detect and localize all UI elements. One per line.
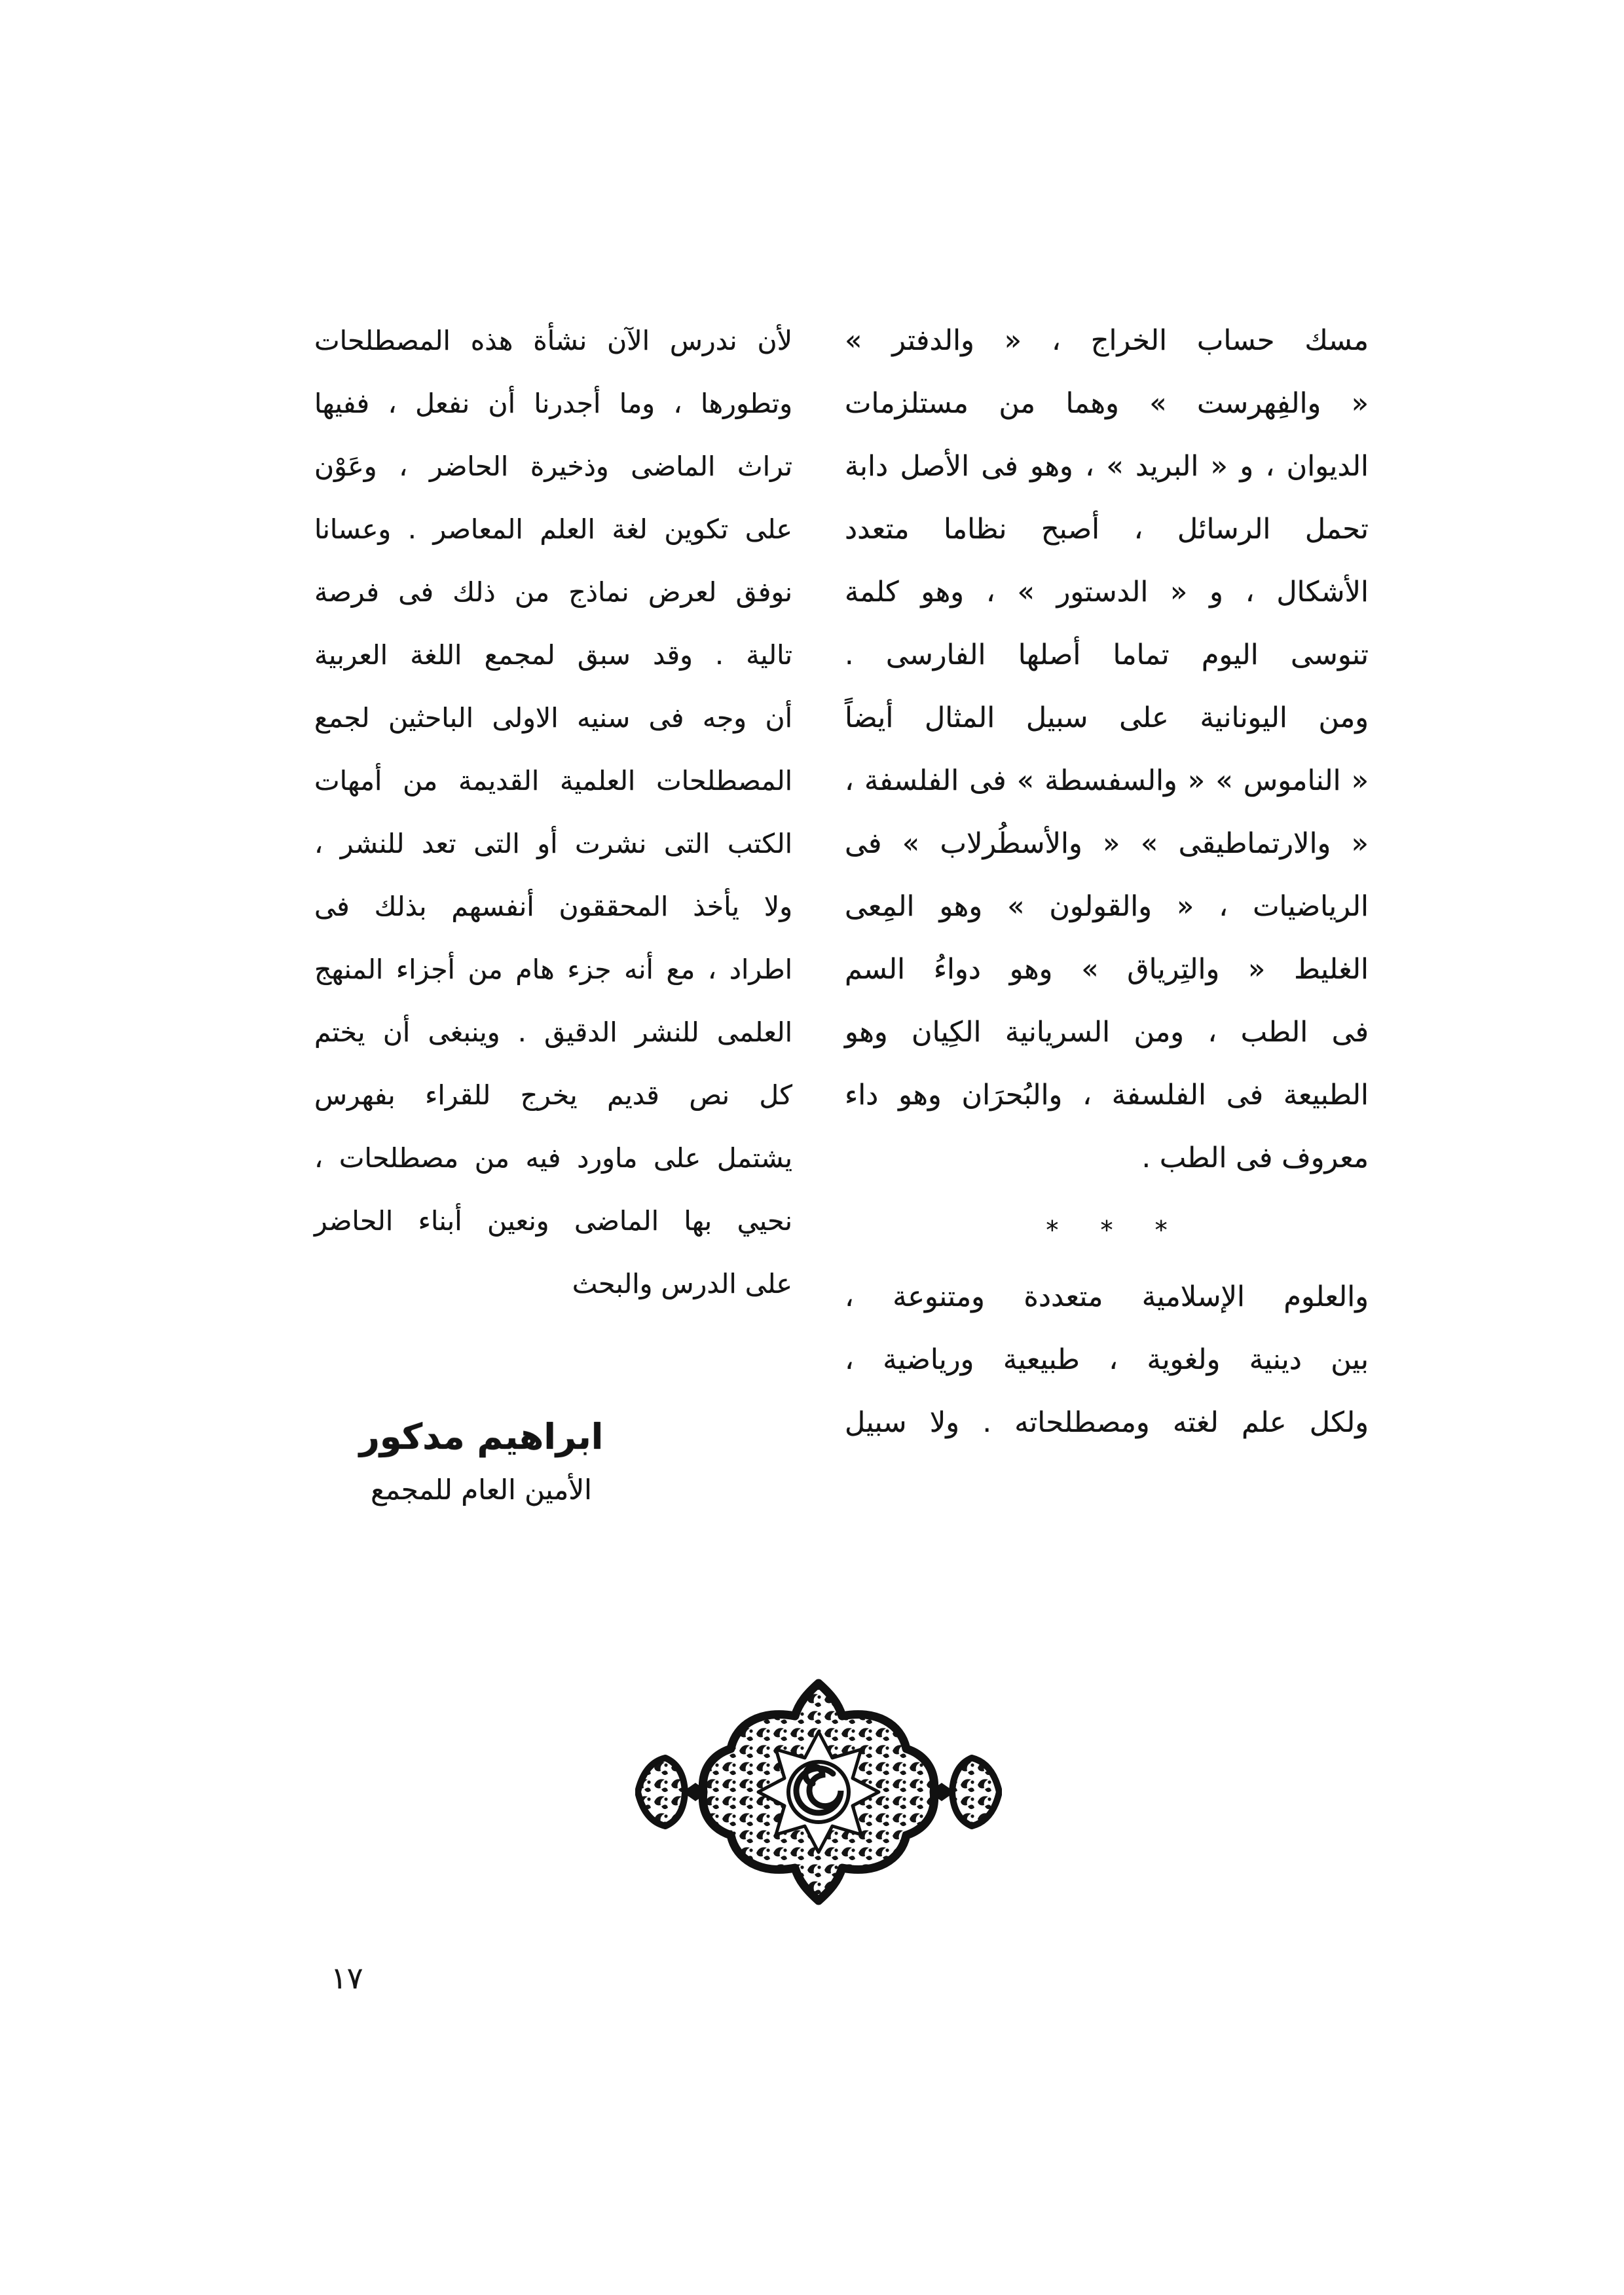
- text-line: الديوان ، و « البريد » ، وهو فى الأصل دابة: [845, 450, 1369, 483]
- text-line: مسك حساب الخراج ، « والدفتر »: [845, 324, 1369, 357]
- signature-name: ابراهيم مدكور: [359, 1416, 604, 1457]
- text-line: ومن اليونانية على سبيل المثال أيضاً: [845, 701, 1369, 734]
- text-line: « والارتماطيقى » « والأسطُرلاب » فى: [845, 827, 1369, 860]
- text-line: بين دينية ولغوية ، طبيعية ورياضية ،: [845, 1343, 1369, 1376]
- text-line: أن وجه فى سنيه الاولى الباحثين لجمع: [314, 702, 792, 734]
- page-number: ١٧: [331, 1960, 363, 1996]
- signature-block: [242, 1413, 720, 1510]
- text-line: الأشكال ، و « الدستور » ، وهو كلمة: [845, 576, 1369, 608]
- signature-title: الأمين العام للمجمع: [371, 1474, 592, 1506]
- text-line: اطراد ، مع أنه جزء هام من أجزاء المنهج: [314, 954, 792, 985]
- left-column: [314, 309, 792, 1510]
- arabesque-medallion-ornament: [635, 1674, 1002, 1910]
- text-line: الطبيعة فى الفلسفة ، والبُحرَان وهو داء: [845, 1079, 1369, 1111]
- text-line: على تكوين لغة العلم المعاصر . وعسانا: [314, 513, 792, 545]
- text-line: الكتب التى نشرت أو التى تعد للنشر ،: [314, 828, 792, 859]
- text-line: ولا يأخذ المحققون أنفسهم بذلك فى: [314, 891, 792, 922]
- text-line: نوفق لعرض نماذج من ذلك فى فرصة: [314, 576, 792, 608]
- text-line: المصطلحات العلمية القديمة من أمهات: [314, 765, 792, 796]
- text-line: يشتمل على ماورد فيه من مصطلحات ،: [314, 1142, 792, 1174]
- text-line: فى الطب ، ومن السريانية الكِيان وهو: [845, 1016, 1369, 1049]
- text-line: تحمل الرسائل ، أصبح نظاما متعدد: [845, 513, 1369, 546]
- text-line: تنوسى اليوم تماما أصلها الفارسى .: [845, 639, 1369, 671]
- text-line: وتطورها ، وما أجدرنا أن نفعل ، ففيها: [314, 388, 792, 419]
- right-column: [845, 309, 1369, 1454]
- arabesque-medallion-icon: [635, 1674, 1002, 1910]
- text-line: تالية . وقد سبق لمجمع اللغة العربية: [314, 639, 792, 671]
- text-line: « والفِهرست » وهما من مستلزمات: [845, 387, 1369, 420]
- text-line: الرياضيات ، « والقولون » وهو المِعى: [845, 890, 1369, 923]
- text-line: معروف فى الطب .: [1141, 1142, 1369, 1174]
- text-line: تراث الماضى وذخيرة الحاضر ، وعَوْن: [314, 451, 792, 482]
- text-line: والعلوم الإسلامية متعددة ومتنوعة ،: [845, 1280, 1369, 1313]
- text-line: لأن ندرس الآن نشأة هذه المصطلحات: [314, 325, 792, 356]
- text-line: العلمى للنشر الدقيق . وينبغى أن يختم: [314, 1017, 792, 1048]
- text-line: ولكل علم لغته ومصطلحاته . ولا سبيل: [845, 1406, 1369, 1439]
- text-line: الغليط « والتِرياق » وهو دواءُ السم: [845, 953, 1369, 986]
- text-line: على الدرس والبحث: [572, 1268, 792, 1299]
- text-line: كل نص قديم يخرج للقراء بفهرس: [314, 1079, 792, 1111]
- text-line: « الناموس » « والسفسطة » فى الفلسفة ،: [845, 764, 1369, 797]
- text-line: نحيي بها الماضى ونعين أبناء الحاضر: [314, 1205, 792, 1237]
- asterisk-separator: * * *: [1046, 1216, 1185, 1244]
